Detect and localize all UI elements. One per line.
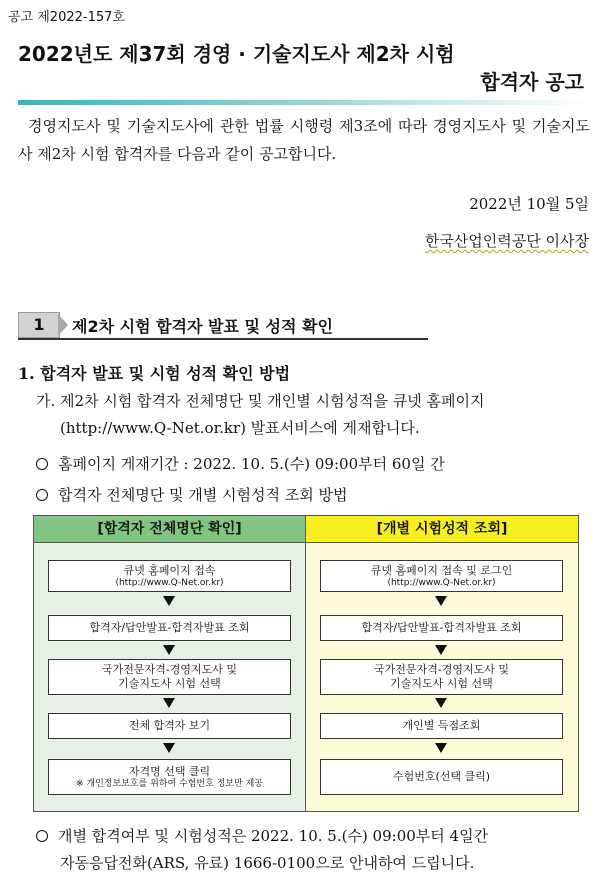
down-arrow-icon [163, 645, 175, 655]
flow-step-text: 개인별 득점조회 [402, 719, 481, 732]
section-arrow-icon [58, 314, 68, 336]
flow-step-text: 자격명 선택 클릭 [128, 764, 211, 778]
flow-step-text: 합격자/답안발표-합격자발표 조회 [89, 621, 250, 634]
bullet-text: 합격자 전체명단 및 개별 시험성적 조회 방법 [58, 486, 348, 504]
down-arrow-icon [163, 743, 175, 753]
down-arrow-icon [435, 743, 447, 753]
flow-step [48, 713, 291, 739]
title-line-2: 합격자 공고 [480, 70, 584, 94]
flow-step-text: 국가전문자격-경영지도사 및 [374, 663, 509, 676]
flow-step [320, 560, 563, 592]
bullet-text-cont: 자동응답전화(ARS, 유료) 1666-0100으로 안내하여 드립니다. [60, 854, 475, 872]
section-divider [18, 338, 428, 340]
down-arrow-icon [435, 596, 447, 606]
flow-step-sub: (http://www.Q-Net.or.kr) [387, 577, 496, 588]
flow-step [320, 659, 563, 695]
flow-step [320, 713, 563, 739]
issuer: 한국산업인력공단 이사장 [424, 232, 589, 250]
down-arrow-icon [163, 698, 175, 708]
bullet-posting-period [36, 453, 445, 474]
flow-step-text: 합격자/답안발표-합격자발표 조회 [361, 621, 522, 634]
section-number-badge: 1 [18, 312, 60, 338]
flow-step-text: 큐넷 홈페이지 접속 [123, 563, 216, 577]
flow-step-text: 큐넷 홈페이지 접속 및 로그인 [370, 563, 513, 577]
title-line-1: 2022년도 제37회 경영 · 기술지도사 제2차 시험 [18, 42, 455, 66]
title-underline-bar [18, 100, 588, 105]
bullet-lookup-method [36, 484, 347, 505]
down-arrow-icon [435, 645, 447, 655]
flow-step-text: 국가전문자격-경영지도사 및 [102, 663, 237, 676]
flow-header-individual: [개별 시험성적 조회] [306, 516, 578, 543]
page-title [18, 40, 588, 96]
bullet-text: 홈페이지 게재기간 : 2022. 10. 5.(수) 09:00부터 60일 간 [58, 455, 445, 473]
intro-paragraph: 경영지도사 및 기술지도사에 관한 법률 시행령 제3조에 따라 경영지도사 및 기술지도사 제2차 시험 합격자를 다음과 같이 공고합니다. [18, 117, 590, 163]
flow-column-full-list [34, 516, 306, 811]
flow-step-text: 전체 합격자 보기 [128, 719, 211, 732]
item-ga-line-2: (http://www.Q-Net.or.kr) 발표서비스에 게재합니다. [60, 419, 420, 437]
circle-bullet-icon [36, 458, 48, 470]
flow-header-full-list: [합격자 전체명단 확인] [34, 516, 305, 543]
notice-number: 공고 제2022-157호 [8, 10, 125, 25]
flow-step [48, 759, 291, 795]
item-ga-line-1: 제2차 시험 합격자 전체명단 및 개인별 시험성적을 큐넷 홈페이지 [60, 392, 485, 410]
flow-column-individual [306, 516, 578, 811]
circle-bullet-icon [36, 830, 48, 842]
flow-step-text: 기술지도사 시험 선택 [390, 677, 493, 690]
item-ga-label: 가. [36, 392, 56, 410]
flow-step-text: 수험번호(선택 클릭) [392, 770, 491, 783]
flow-step-sub: ※ 개인정보보호를 위하여 수험번호 정보만 제공 [75, 778, 264, 789]
flow-step [320, 615, 563, 641]
bullet-text: 개별 합격여부 및 시험성적은 2022. 10. 5.(수) 09:00부터 4일간 [58, 827, 489, 845]
item-ga [36, 388, 596, 442]
section-title: 제2차 시험 합격자 발표 및 성적 확인 [72, 317, 333, 336]
subsection-heading: 1. 합격자 발표 및 시험 성적 확인 방법 [18, 364, 291, 383]
flow-step [320, 759, 563, 795]
down-arrow-icon [435, 698, 447, 708]
circle-bullet-icon [36, 489, 48, 501]
lookup-flowchart [33, 515, 579, 812]
down-arrow-icon [163, 596, 175, 606]
flow-step [48, 659, 291, 695]
bullet-ars-info [36, 823, 596, 877]
flow-step-sub: (http://www.Q-Net.or.kr) [115, 577, 224, 588]
flow-step [48, 560, 291, 592]
flow-step-text: 기술지도사 시험 선택 [118, 677, 221, 690]
flow-step [48, 615, 291, 641]
notice-date: 2022년 10월 5일 [469, 195, 589, 213]
